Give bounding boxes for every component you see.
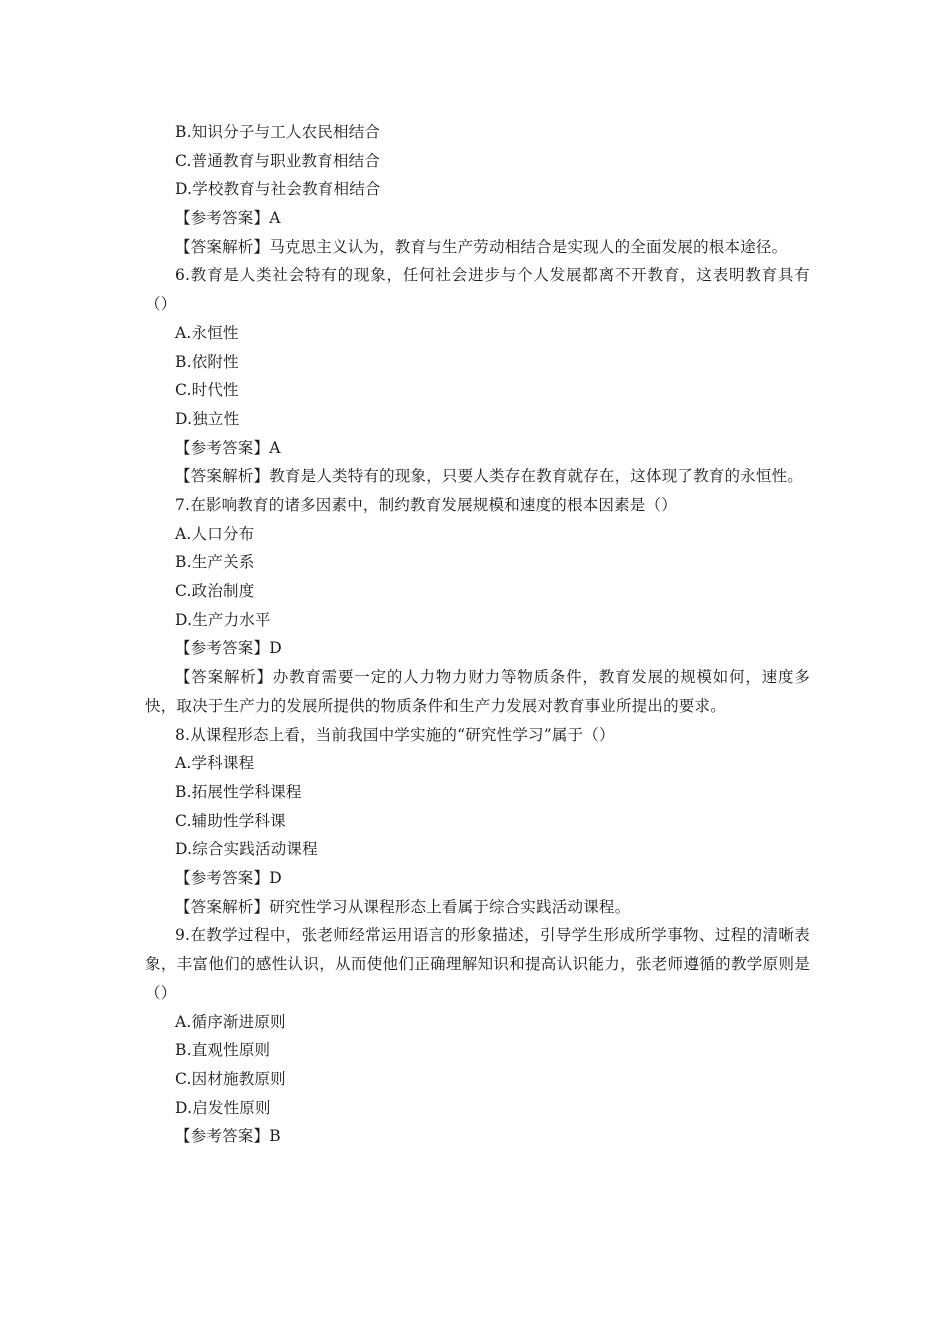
q6-option-b: B.依附性	[175, 352, 239, 371]
q8-answer: 【参考答案】D	[175, 869, 282, 887]
q9-stem: 9.在教学过程中，张老师经常运用语言的形象描述，引导学生形成所学事物、过程的清晰表象，丰富他们的感性认识，从而使他们正确理解知识和提高认识能力，张老师遵循的教学原则是（）	[145, 926, 810, 1002]
q9-option-c: C.因材施教原则	[175, 1069, 286, 1088]
q6-option-d: D.独立性	[175, 409, 240, 428]
q6-answer: 【参考答案】A	[175, 438, 281, 457]
q7-option-b: B.生产关系	[175, 553, 255, 572]
q8-option-c: C.辅助性学科课	[175, 811, 286, 830]
q8-option-b: B.拓展性学科课程	[175, 782, 302, 801]
q9-answer: 【参考答案】B	[175, 1127, 281, 1146]
q5-option-b: B.知识分子与工人农民相结合	[175, 123, 381, 141]
q7-option-c: C.政治制度	[175, 582, 255, 601]
q5-option-d: D.学校教育与社会教育相结合	[175, 180, 381, 199]
q6-option-a: A.永恒性	[175, 323, 239, 342]
q9-option-d: D.启发性原则	[175, 1098, 271, 1117]
q8-analysis: 【答案解析】研究性学习从课程形态上看属于综合实践活动课程。	[175, 897, 631, 916]
q5-option-c: C.普通教育与职业教育相结合	[175, 151, 381, 170]
q6-stem: 6.教育是人类社会特有的现象，任何社会进步与个人发展都离不开教育，这表明教育具有（）	[145, 266, 810, 314]
q9-option-a: A.循序渐进原则	[175, 1012, 286, 1031]
q7-option-a: A.人口分布	[175, 524, 255, 543]
document-page	[145, 118, 810, 1151]
q8-option-a: A.学科课程	[175, 754, 255, 773]
q7-answer: 【参考答案】D	[175, 639, 282, 658]
q8-option-d: D.综合实践活动课程	[175, 840, 318, 859]
q6-analysis: 【答案解析】教育是人类特有的现象，只要人类存在教育就存在，这体现了教育的永恒性。	[175, 467, 804, 486]
q8-stem: 8.从课程形态上看，当前我国中学实施的“研究性学习”属于（）	[175, 725, 615, 744]
q7-option-d: D.生产力水平	[175, 610, 271, 629]
q6-option-c: C.时代性	[175, 381, 239, 400]
q7-stem: 7.在影响教育的诸多因素中，制约教育发展规模和速度的根本因素是（）	[175, 496, 677, 514]
q7-analysis: 【答案解析】办教育需要一定的人力物力财力等物质条件，教育发展的规模如何，速度多快，取决于生产力的发展所提供的物质条件和生产力发展对教育事业所提出的要求。	[145, 668, 810, 715]
q9-option-b: B.直观性原则	[175, 1041, 271, 1060]
q5-answer: 【参考答案】A	[175, 209, 281, 228]
q5-analysis: 【答案解析】马克思主义认为，教育与生产劳动相结合是实现人的全面发展的根本途径。	[175, 237, 788, 256]
